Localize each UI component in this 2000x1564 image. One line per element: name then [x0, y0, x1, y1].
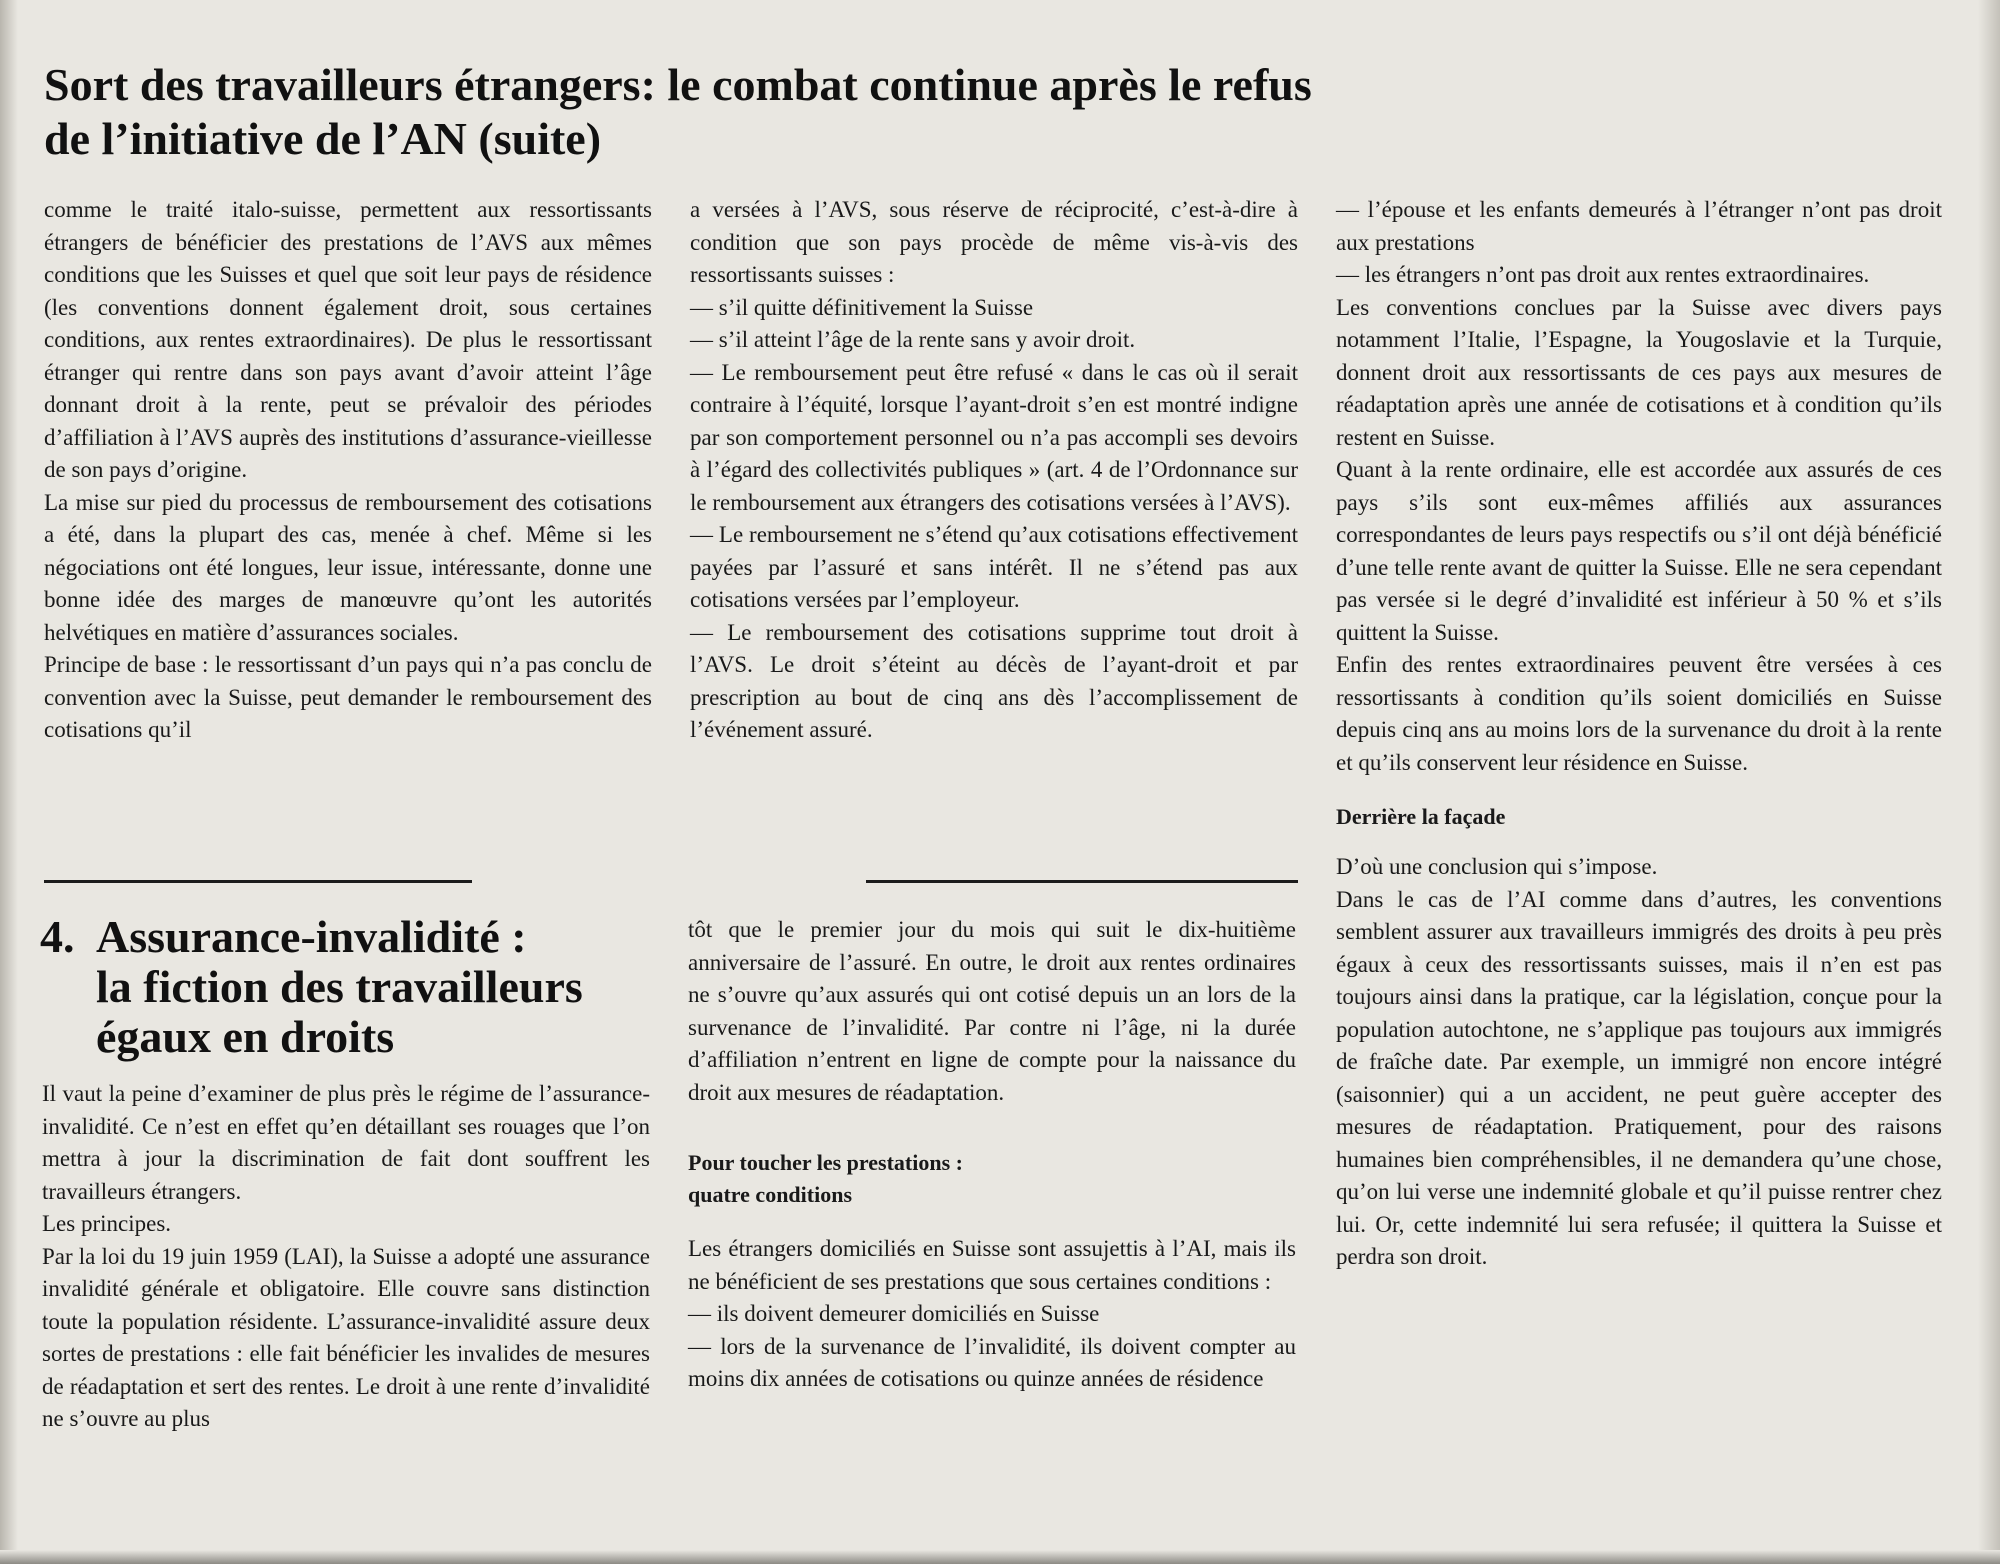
paragraph: Dans le cas de l’AI comme dans d’autres, les conventions semblent assurer aux travailleurs immigrés des droits à peu près égaux à ceux des ressortissants suisses, mais il n’en est pas toujours ainsi dans la pratique, car la législation, conçue pour la population autochtone, ne s’applique pas toujours aux immigrés de fraîche date. Par exemple, un immigré non encore intégré (saisonnier) qui a un accident, ne peut guère accepter des mesures de réadaptation. Pratiquement, pour des raisons humaines bien compréhensibles, il ne demandera qu’une chose, qu’on lui verse une indemnité globale et qu’il puisse rentrer chez lui. Or, cette indemnité lui sera refusée; il quittera la Suisse et perdra son droit. — [1336, 886, 1942, 1269]
paragraph: tôt que le premier jour du mois qui suit le dix-huitième anniversaire de l’assuré. En outre, le droit aux rentes ordinaires ne s’ouvre qu’aux assurés qui ont cotisé depuis un an lors de la survenance de l’invalidité. Par contre ni l’âge, ni la durée d’affiliation n’entrent en ligne de compte pour la naissance du droit aux mesures de réadaptation. — [688, 917, 1296, 1105]
paragraph: Enfin des rentes extraordinaires peuvent être versées à ces ressortissants à condition qu’ils soient domiciliés en Suisse depuis cinq ans au moins lors de la survenance du droit à la rente et qu’ils conservent leur résidence en Suisse. — [1336, 652, 1942, 775]
paragraph: Les principes. — [42, 1211, 172, 1236]
article-title — [44, 58, 1544, 166]
paragraph: Les étrangers domiciliés en Suisse sont assujettis à l’AI, mais ils ne bénéficient de ses prestations que sous certaines conditions : — [688, 1236, 1296, 1294]
paragraph: Les conventions conclues par la Suisse avec divers pays notamment l’Italie, l’Espagne, la Yougoslavie et la Turquie, donnent droit aux ressortissants de ces pays aux mesures de réadaptation après une année de cotisations et à condition qu’ils restent en Suisse. — [1336, 294, 1942, 450]
paragraph: comme le traité italo-suisse, permettent aux ressortissants étrangers de bénéficier des prestations de l’AVS aux mêmes conditions que les Suisses et quel que soit leur pays de résidence (les conventions donnent également droit, sous certaines conditions, aux rentes extraordinaires). De plus le ressortissant étranger qui rentre dans son pays avant d’avoir atteint l’âge donnant droit à la rente, peut se prévaloir des périodes d’affiliation à l’AVS auprès des institutions d’assurance-vieillesse de son pays d’origine. — [44, 197, 652, 482]
subhead-four-conditions — [688, 1147, 1296, 1211]
page-bottom-shadow — [0, 1550, 2000, 1564]
paragraph: Principe de base : le ressortissant d’un pays qui n’a pas conclu de convention avec la Suisse, peut demander le remboursement des cotisations qu’il — [44, 652, 652, 742]
section-title-line-2: la fiction des travailleurs — [96, 961, 583, 1012]
section-4-heading — [40, 912, 660, 1062]
section-title-line-3: égaux en droits — [96, 1011, 395, 1062]
list-item: — l’épouse et les enfants demeurés à l’étranger n’ont pas droit aux prestations — [1336, 197, 1942, 255]
paragraph: La mise sur pied du processus de remboursement des cotisations a été, dans la plupart des cas, menée à chef. Même si les négociations ont été longues, leur issue, intéressante, donne une bonne idée des marges de manœuvre qu’ont les autorités helvétiques en matière d’assurances sociales. — [44, 489, 652, 645]
top-column-2 — [690, 194, 1298, 747]
paragraph: Quant à la rente ordinaire, elle est accordée aux assurés de ces pays s’ils sont eux-mêmes affiliés aux assurances correspondantes de leurs pays respectifs ou s’il ont déjà bénéficié d’une telle rente avant de quitter la Suisse. Elle ne sera cependant pas versée si le degré d’invalidité est inférieur à 50 % et s’ils quittent la Suisse. — [1336, 457, 1942, 645]
list-item: — Le remboursement ne s’étend qu’aux cotisations effectivement payées par l’assuré et sans intérêt. Il ne s’étend pas aux cotisations versées par l’employeur. — [690, 522, 1298, 612]
top-column-1 — [44, 194, 652, 747]
section-number: 4. — [40, 911, 75, 962]
list-item: — s’il atteint l’âge de la rente sans y avoir droit. — [690, 327, 1136, 352]
section-4-column-2 — [688, 914, 1296, 1396]
section-title-line-1: Assurance-invalidité : — [96, 911, 527, 962]
list-item: — s’il quitte définitivement la Suisse — [690, 294, 1034, 320]
paragraph: Par la loi du 19 juin 1959 (LAI), la Suisse a adopté une assurance invalidité générale et obligatoire. Elle couvre sans distinction toute la population résidente. L’assurance-invalidité assure deux sortes de prestations : elle fait bénéficier les invalides de mesures de réadaptation et sert des rentes. Le droit à une rente d’invalidité ne s’ouvre au plus — [42, 1243, 650, 1431]
page-right-shadow — [1978, 0, 2000, 1564]
subhead-derriere-la-facade: Derrière la façade — [1336, 804, 1506, 829]
paragraph: Il vaut la peine d’examiner de plus près le régime de l’assurance-invalidité. Ce n’est en effet qu’en détaillant ses rouages que l’on mettra à jour la discrimination de fait dont souffrent les travailleurs étrangers. — [42, 1081, 650, 1204]
article-title-line-1: Sort des travailleurs étrangers: le combat continue après le refus — [44, 59, 1312, 110]
separator-rule-left — [44, 880, 472, 883]
list-item: — les étrangers n’ont pas droit aux rentes extraordinaires. — [1336, 262, 1870, 287]
list-item: — Le remboursement des cotisations supprime tout droit à l’AVS. Le droit s’éteint au décès de l’ayant-droit et par prescription au bout de cinq ans dès l’accomplissement de l’événement assuré. — [690, 619, 1298, 742]
page-left-shadow — [0, 0, 18, 1564]
subhead-line-2: quatre conditions — [688, 1182, 853, 1207]
list-item: — Le remboursement peut être refusé « dans le cas où il serait contraire à l’équité, lorsque l’ayant-droit s’en est montré indigne par son comportement personnel ou n’a pas accompli ses devoirs à l’égard des collectivités publiques » (art. 4 de l’Ordonnance sur le remboursement aux étrangers des cotisations versées à l’AVS). — [690, 359, 1298, 515]
list-item: — lors de la survenance de l’invalidité, ils doivent compter au moins dix années de cotisations ou quinze années de résidence — [688, 1333, 1296, 1391]
article-title-line-2: de l’initiative de l’AN (suite) — [44, 113, 602, 164]
paragraph: a versées à l’AVS, sous réserve de réciprocité, c’est-à-dire à condition que son pays procède de même vis-à-vis des ressortissants suisses : — [690, 197, 1298, 287]
list-item: — ils doivent demeurer domiciliés en Suisse — [688, 1301, 1100, 1326]
section-4-column-1 — [42, 1078, 650, 1436]
subhead-line-1: Pour toucher les prestations : — [688, 1150, 963, 1175]
separator-rule-middle — [866, 880, 1298, 883]
right-column — [1336, 194, 1942, 1274]
paragraph: D’où une conclusion qui s’impose. — [1336, 854, 1658, 879]
